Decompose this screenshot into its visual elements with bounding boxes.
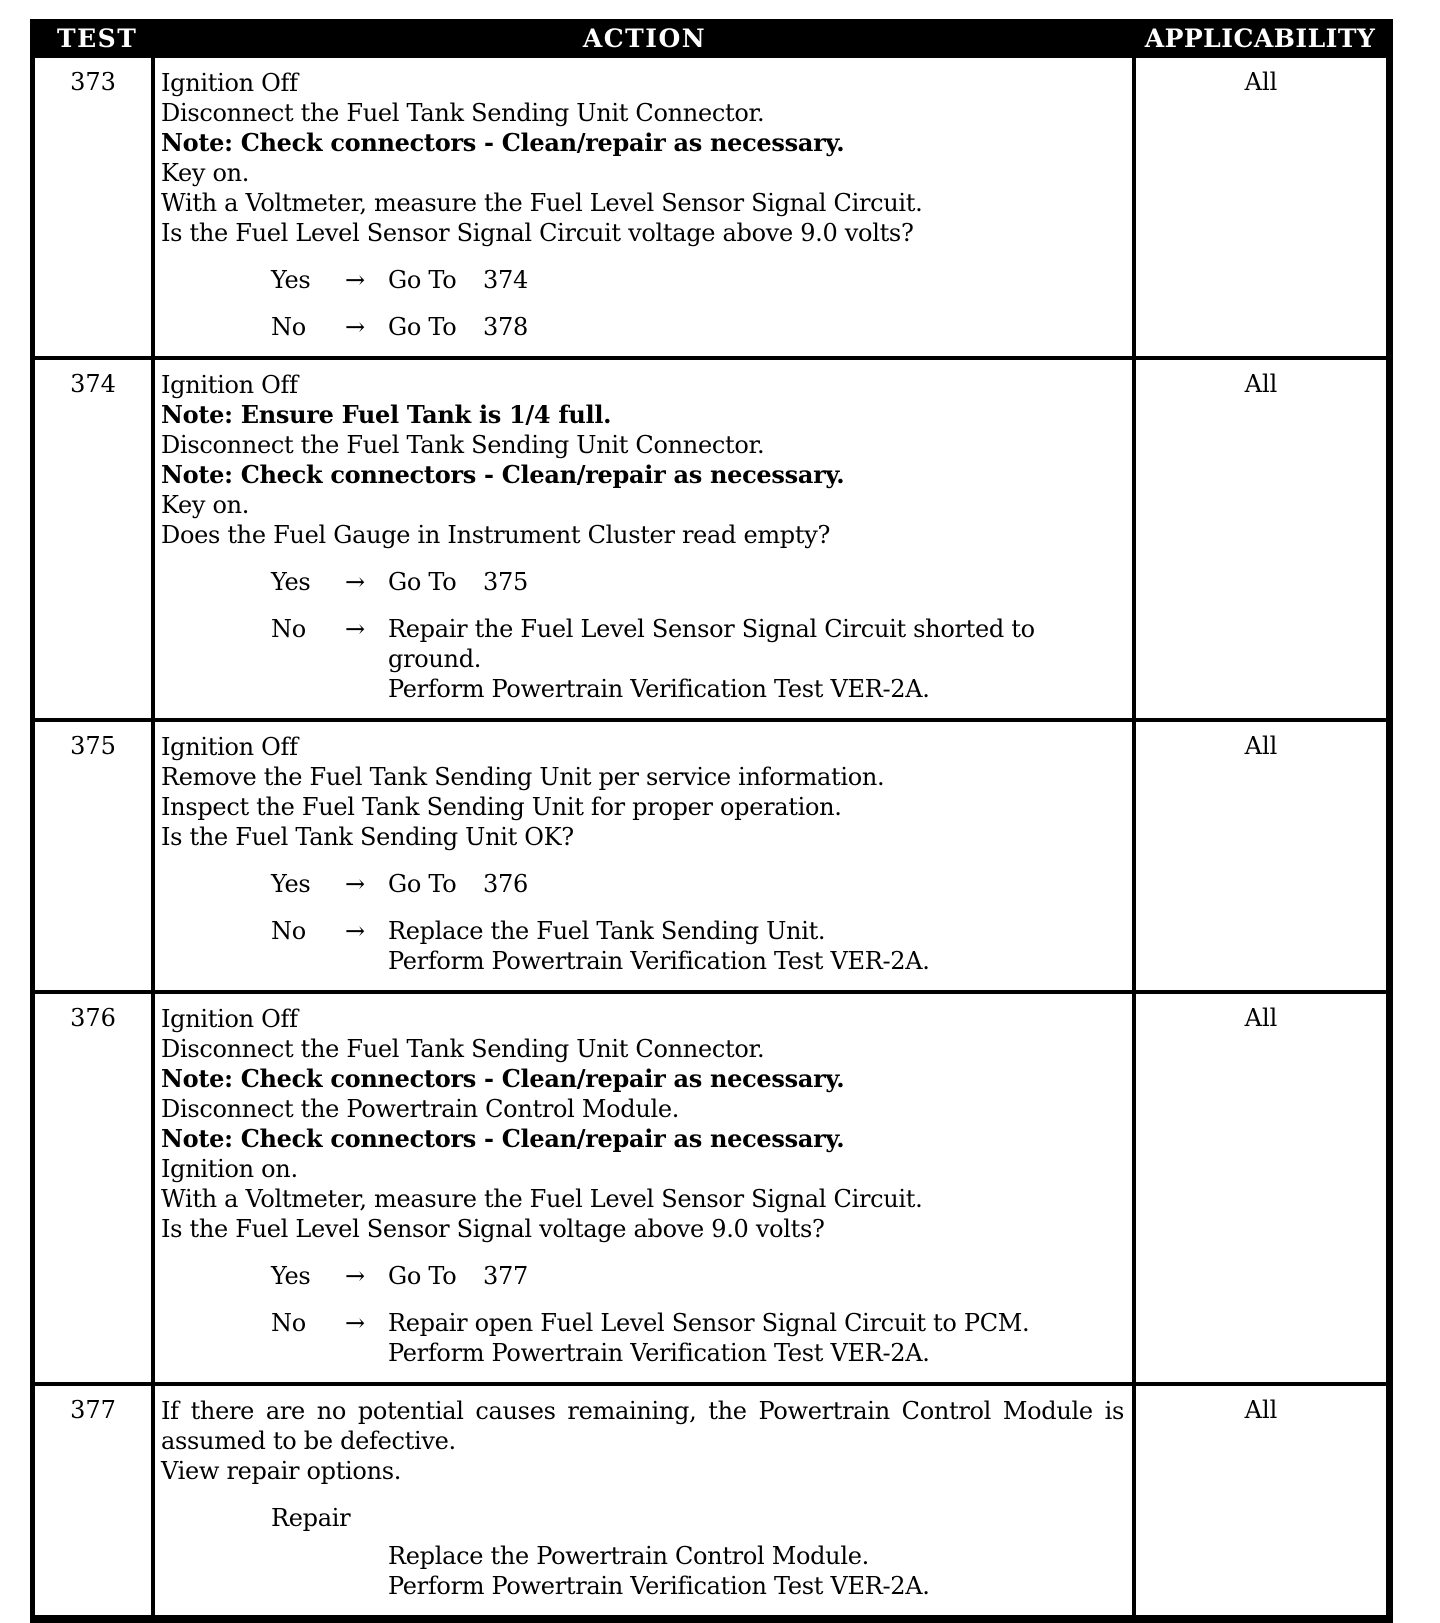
paragraph-line: If there are no potential causes remaining, the Powertrain Control Module is assumed to be defective. (161, 1397, 1124, 1455)
goto-label: Go To (388, 870, 457, 898)
step-line: Ignition Off (161, 1005, 298, 1033)
table-row (35, 58, 1386, 356)
step-line: Key on. (161, 159, 250, 187)
answer-arrow: → (345, 870, 365, 898)
diagnostic-table (30, 19, 1393, 1623)
header-applicability-label: APPLICABILITY (1144, 24, 1376, 53)
test-number: 376 (70, 1004, 116, 1032)
step-line: Is the Fuel Level Sensor Signal voltage above 9.0 volts? (161, 1215, 825, 1243)
applicability-value: All (1244, 370, 1278, 398)
header-action-label: ACTION (582, 24, 707, 53)
repair-line: Replace the Powertrain Control Module. (388, 1542, 869, 1570)
note-line: Note: Ensure Fuel Tank is 1/4 full. (161, 400, 612, 429)
table-header (30, 19, 1393, 58)
answer-arrow: → (345, 313, 365, 341)
answer-result (388, 567, 1124, 597)
table-row (35, 718, 1386, 990)
answer-row (161, 614, 1124, 704)
action-cell (155, 994, 1136, 1382)
applicability-cell (1136, 722, 1386, 990)
goto-label: Go To (388, 266, 457, 294)
answer-row (161, 1308, 1124, 1368)
note-line: Note: Check connectors - Clean/repair as necessary. (161, 460, 845, 489)
step-line: Ignition Off (161, 371, 298, 399)
applicability-value: All (1244, 68, 1278, 96)
result-line: Repair the Fuel Level Sensor Signal Circuit shorted to ground. (388, 615, 1035, 673)
step-line: Ignition Off (161, 733, 298, 761)
answer-result (388, 312, 1124, 342)
answer-label: No (271, 917, 306, 945)
answer-result (388, 614, 1124, 704)
answer-arrow: → (345, 917, 365, 945)
test-number: 374 (70, 370, 116, 398)
answer-result (388, 869, 1124, 899)
answer-row (161, 1261, 1124, 1291)
answer-row (161, 869, 1124, 899)
step-line: Disconnect the Fuel Tank Sending Unit Connector. (161, 1035, 765, 1063)
answer-row (161, 312, 1124, 342)
test-number-cell (35, 722, 155, 990)
repair-line: Perform Powertrain Verification Test VER-2A. (388, 1572, 930, 1600)
answer-label: No (271, 615, 306, 643)
goto-target: 375 (483, 568, 528, 596)
action-cell (155, 1386, 1136, 1615)
action-cell (155, 722, 1136, 990)
step-line: Key on. (161, 491, 250, 519)
goto-target: 374 (483, 266, 528, 294)
answer-label: No (271, 313, 306, 341)
step-line: Disconnect the Powertrain Control Module. (161, 1095, 680, 1123)
goto-target: 378 (483, 313, 528, 341)
step-line: Inspect the Fuel Tank Sending Unit for proper operation. (161, 793, 842, 821)
test-number: 377 (70, 1396, 116, 1424)
goto-label: Go To (388, 313, 457, 341)
step-line: Is the Fuel Level Sensor Signal Circuit voltage above 9.0 volts? (161, 219, 914, 247)
test-number-cell (35, 994, 155, 1382)
answer-result (388, 1308, 1124, 1368)
goto-label: Go To (388, 568, 457, 596)
goto-target: 376 (483, 870, 528, 898)
goto-label: Go To (388, 1262, 457, 1290)
answer-arrow: → (345, 266, 365, 294)
result-line: Perform Powertrain Verification Test VER-2A. (388, 675, 930, 703)
table-row (35, 1382, 1386, 1615)
test-number: 375 (70, 732, 116, 760)
applicability-cell (1136, 994, 1386, 1382)
step-line: Ignition on. (161, 1155, 298, 1183)
answer-result (388, 1261, 1124, 1291)
answer-arrow: → (345, 1262, 365, 1290)
answer-label: Yes (271, 266, 311, 294)
table-row (35, 356, 1386, 718)
answer-label: Yes (271, 1262, 311, 1290)
answer-row (161, 567, 1124, 597)
result-line: Repair open Fuel Level Sensor Signal Circuit to PCM. (388, 1309, 1030, 1337)
header-test-label: TEST (57, 24, 138, 53)
step-line: Remove the Fuel Tank Sending Unit per service information. (161, 763, 885, 791)
answer-result (388, 916, 1124, 976)
step-line: Is the Fuel Tank Sending Unit OK? (161, 823, 574, 851)
step-line: Disconnect the Fuel Tank Sending Unit Connector. (161, 431, 765, 459)
applicability-cell (1136, 1386, 1386, 1615)
answer-row (161, 916, 1124, 976)
test-number-cell (35, 58, 155, 356)
result-line: Perform Powertrain Verification Test VER-2A. (388, 1339, 930, 1367)
answer-label: Repair (271, 1504, 351, 1532)
answer-arrow: → (345, 615, 365, 643)
table-row (35, 990, 1386, 1382)
step-line: View repair options. (161, 1457, 402, 1485)
applicability-value: All (1244, 732, 1278, 760)
note-line: Note: Check connectors - Clean/repair as necessary. (161, 1124, 845, 1153)
answer-label: Yes (271, 870, 311, 898)
answer-result (388, 265, 1124, 295)
result-line: Replace the Fuel Tank Sending Unit. (388, 917, 826, 945)
applicability-cell (1136, 58, 1386, 356)
goto-target: 377 (483, 1262, 528, 1290)
step-line: With a Voltmeter, measure the Fuel Level Sensor Signal Circuit. (161, 1185, 923, 1213)
answer-arrow: → (345, 568, 365, 596)
answer-arrow: → (345, 1309, 365, 1337)
repair-lines (388, 1541, 1124, 1601)
step-line: Does the Fuel Gauge in Instrument Cluster read empty? (161, 521, 831, 549)
applicability-value: All (1244, 1004, 1278, 1032)
table-body (35, 58, 1386, 1615)
note-line: Note: Check connectors - Clean/repair as necessary. (161, 1064, 845, 1093)
answer-row (161, 1503, 1124, 1533)
test-number-cell (35, 360, 155, 718)
step-line: With a Voltmeter, measure the Fuel Level Sensor Signal Circuit. (161, 189, 923, 217)
result-line: Perform Powertrain Verification Test VER-2A. (388, 947, 930, 975)
step-line: Disconnect the Fuel Tank Sending Unit Connector. (161, 99, 765, 127)
answer-row (161, 265, 1124, 295)
note-line: Note: Check connectors - Clean/repair as necessary. (161, 128, 845, 157)
applicability-value: All (1244, 1396, 1278, 1424)
action-cell (155, 58, 1136, 356)
step-line: Ignition Off (161, 69, 298, 97)
applicability-cell (1136, 360, 1386, 718)
answer-label: No (271, 1309, 306, 1337)
answer-label: Yes (271, 568, 311, 596)
test-number-cell (35, 1386, 155, 1615)
test-number: 373 (70, 68, 116, 96)
action-cell (155, 360, 1136, 718)
